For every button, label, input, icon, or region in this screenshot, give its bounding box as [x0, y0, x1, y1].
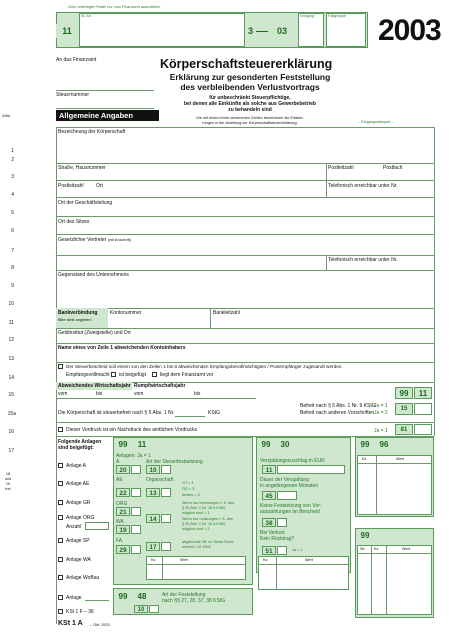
code-21: 21 — [116, 507, 130, 516]
row9-label: Gegenstand des Unternehmens — [58, 272, 129, 278]
rownum-3: 3 — [11, 174, 14, 180]
anlage-sp-label: Anlage SP — [66, 538, 90, 544]
anlage-kst1f-label: KSt 1 F – 36 — [66, 609, 94, 615]
rule-7 — [56, 234, 434, 235]
code-a-label: A — [116, 459, 120, 465]
note-1: Wenn nur Lieferungen i. S. des — [182, 501, 235, 505]
row11-blz-label: Bankleitzahl — [213, 310, 240, 316]
section-general: Allgemeine Angaben — [56, 110, 159, 121]
organschaft-label: Organschaft — [146, 477, 174, 483]
rule-14 — [56, 362, 434, 363]
row11-bank-label: Bankverbindung — [58, 310, 98, 316]
row7-label: Gesetzlicher Vertreter (mit Anschrift) — [58, 237, 131, 243]
rownum-11: 11 — [8, 320, 14, 326]
row15-bis-2: bis — [194, 391, 201, 397]
code-fa-label: FA — [116, 538, 123, 544]
row15-vom-2: vom — [134, 391, 144, 397]
anlage-org-label: Anlage ORG — [66, 515, 95, 521]
row6-label: Ort des Sitzes — [58, 219, 90, 225]
og-note: OG = 2 — [182, 487, 195, 491]
anlage-wobau-checkbox[interactable] — [58, 575, 63, 580]
dauer-label-2: in angefangenen Monaten — [260, 483, 319, 489]
row15a-label: Die Körperschaft ist steuerbefreit nach § 5 Abs. 1 Nr. — [58, 410, 175, 416]
title-note-3: zu behandeln sind — [228, 107, 272, 113]
finanzamt-line — [56, 90, 154, 91]
kz-wert-table-2-rule — [258, 564, 349, 565]
rule-9 — [56, 270, 434, 271]
code-13: 13 — [146, 488, 160, 497]
code-48-10-value[interactable] — [149, 605, 159, 613]
kz-label-3: Kz — [362, 457, 367, 461]
code-21-value[interactable] — [131, 507, 141, 516]
row15-befreit-2: Befreit nach anderen Vorschriften — [300, 410, 375, 416]
anlagen-title-2: sind beigefügt: — [58, 445, 94, 451]
form-subtitle-2: des verbleibenden Verlustvortrags — [180, 82, 320, 92]
block-99-96-c1: 99 — [357, 439, 373, 451]
row14-beigefuegt-label: ist beigefügt — [119, 372, 146, 378]
feststellung-1: Art der Feststellung — [162, 592, 206, 598]
code-17: 17 — [146, 542, 160, 551]
wert-label-3: Wert — [396, 457, 404, 461]
rule-3 — [56, 163, 434, 164]
code-45-value[interactable] — [277, 491, 297, 500]
row11-bank-note: Bitte stets angeben! — [58, 318, 92, 322]
row16-label: Dieser Vordruck ist ein Nachdruck des amtlichen Vordrucks — [66, 427, 198, 433]
row14-vorliegend-checkbox[interactable] — [152, 372, 157, 377]
row4-ort-label: Ort — [96, 183, 103, 189]
row12-label: Geldinstitut (Zweigstelle) und Ort — [58, 330, 131, 336]
code-ae-label: AE — [116, 477, 123, 483]
form-year: 2003 — [378, 14, 441, 47]
code-separator — [256, 31, 268, 32]
row16-code-81: 81 — [395, 424, 413, 435]
col-split-3 — [326, 163, 327, 197]
code-13-value[interactable] — [161, 488, 171, 497]
anlage-wa-label: Anlage WA — [66, 557, 91, 563]
row15-code-99: 99 — [395, 387, 413, 399]
feststellung-2: nach §§ 27, 28, 37, 38 KStG — [162, 598, 226, 604]
row3-postfach-label: Postfach — [383, 165, 403, 171]
rule-5 — [56, 197, 434, 198]
sidenote-frei: frei — [5, 487, 11, 491]
rownum-17: 17 — [8, 448, 14, 454]
vorausz-label-2: auszahlungen im Bescheid — [260, 509, 320, 515]
rownum-15a: 15a — [7, 411, 16, 417]
art-label: Art der Steuerfestsetzung — [146, 459, 203, 465]
wert-label-4: Wert — [402, 547, 410, 551]
row14-beigefuegt-checkbox[interactable] — [111, 372, 116, 377]
anlage-org-anzahl: Anzahl — [66, 524, 82, 530]
kz-wert-table-1[interactable] — [146, 556, 246, 580]
row15-befreit-1: Befreit nach § 5 Abs. 1 Nr. 9 KStG — [300, 403, 376, 409]
anlage-kst1f-checkbox[interactable] — [58, 609, 63, 614]
wert-label-1: Wert — [180, 558, 188, 562]
row14-label: Der Steuerbescheid soll einem von den Zeilen 1 bis 8 abweichenden Empfangsbevollmächtigten / Postempfänger zugesandt werden. — [66, 364, 343, 369]
rule-15a — [56, 398, 256, 399]
note-5: § 20 Abs. 1 Nr. 10 a KStG — [182, 522, 226, 526]
block-99-30-c2: 30 — [277, 439, 293, 451]
steuernummer-label: Steuernummer — [56, 92, 90, 98]
code-20: 20 — [116, 465, 130, 474]
kz-wert-table-4-rule — [357, 553, 432, 554]
kz-wert-table-2[interactable] — [258, 556, 349, 590]
rownum-13: 13 — [8, 356, 14, 362]
block-99-11-c1: 99 — [115, 439, 131, 451]
kz-label-1: Kz — [151, 558, 156, 562]
note-6: möglich sind = 2 — [182, 527, 210, 531]
col-split-11 — [210, 308, 211, 328]
row15-bis-1: bis — [96, 391, 103, 397]
rownum-5: 5 — [11, 210, 14, 216]
verlust-label: Bei Verlust: — [260, 530, 286, 536]
code-org-label: ORG — [116, 501, 128, 507]
anlage-wa-checkbox[interactable] — [58, 557, 63, 562]
rownum-14: 14 — [8, 375, 14, 381]
code-38: 38 — [262, 518, 276, 527]
anlage-org-checkbox[interactable] — [58, 515, 63, 520]
rule-6 — [56, 216, 434, 217]
row16-checkbox[interactable] — [58, 427, 63, 432]
kz-wert-table-4[interactable] — [357, 545, 432, 615]
rownum-9: 9 — [11, 283, 14, 289]
rownum-16: 16 — [8, 429, 14, 435]
anlagen-ja: Anlagen: Ja = 1 — [116, 453, 151, 459]
rule-16 — [56, 422, 434, 423]
block-99-30-c1: 99 — [258, 439, 274, 451]
rule-8 — [56, 255, 434, 256]
rule-4 — [56, 180, 434, 181]
anlage-a-checkbox[interactable] — [58, 463, 63, 468]
row1-label: Bezeichnung der Körperschaft — [58, 129, 126, 135]
block-99-sb-c1: 99 — [357, 530, 373, 542]
anlage-other-line — [85, 600, 109, 601]
kz-wert-table-4-split-2 — [386, 545, 387, 615]
sidenote-19: 19 — [5, 482, 11, 486]
left-rule — [56, 127, 57, 624]
vorgang-label: Vorgang — [300, 14, 315, 18]
code-51-value[interactable] — [277, 546, 287, 555]
rownum-10: 10 — [8, 301, 14, 307]
row15-wj-label: Abweichendes Wirtschaftsjahr — [58, 383, 131, 389]
code-19-value[interactable] — [131, 525, 141, 534]
anlage-ae-checkbox[interactable] — [58, 481, 63, 486]
rownum-6: 6 — [11, 228, 14, 234]
block-99-11-c2: 11 — [134, 439, 150, 451]
anlage-ae-label: Anlage AE — [66, 481, 90, 487]
kz-label-2: Kz — [263, 558, 268, 562]
code-wa-label: WA — [116, 519, 124, 525]
rownum-1: 1 — [11, 148, 14, 154]
anlage-other-label: Anlage — [66, 595, 82, 601]
code-20-value[interactable] — [131, 465, 141, 474]
row3-street-label: Straße, Hausnummer — [58, 165, 106, 171]
form-title: Körperschaftsteuererklärung — [160, 57, 333, 71]
kz-wert-table-1-rule — [146, 564, 246, 565]
rownum-4: 4 — [11, 192, 14, 198]
rownum-15: 15 — [8, 392, 14, 398]
kz-label-4: Kz — [374, 547, 379, 551]
code-38-value[interactable] — [277, 518, 287, 527]
code-48-10: 10 — [134, 605, 148, 613]
row15-befreit-value[interactable] — [414, 403, 432, 415]
row13-label: Name eines von Zeile 1 abweichenden Kontoinhabers — [58, 345, 186, 351]
anlage-org-count[interactable] — [85, 522, 109, 530]
ruecktrag-ja: Ja = 1 — [292, 548, 303, 552]
title-note-2: bei denen alle Einkünfte als solche aus Gewerbebetrieb — [184, 101, 316, 107]
block-99-48-c2: 48 — [134, 591, 150, 603]
title-hint-1: Die mit einem Kreis versehenen Zahlen bezeichnen die Erläute- — [196, 116, 304, 120]
rule-1 — [56, 127, 434, 128]
row15-ja2: Ja = 2 — [374, 410, 388, 416]
note-7: abgekürzte Vfl. im Sinne Rech- — [182, 540, 235, 544]
code-51: 51 — [262, 546, 276, 555]
code-10-value[interactable] — [161, 465, 171, 474]
eingangsstempel-label: – Eingangsstempel – — [358, 120, 394, 124]
form-id: KSt 1 A — [58, 620, 83, 627]
code-22: 22 — [116, 488, 130, 497]
ot-note: OT = 1 — [182, 481, 194, 485]
anlage-wobau-label: Anlage WoBau — [66, 575, 100, 581]
rownum-8: 8 — [11, 265, 14, 271]
code-10: 10 — [146, 465, 160, 474]
anlage-gr-label: Anlage GR — [66, 500, 91, 506]
row15-rumpf-label: Rumpfwirtschaftsjahr — [134, 383, 186, 389]
code-14-value[interactable] — [161, 514, 171, 523]
st-nr-field[interactable] — [79, 13, 245, 47]
zeile-label: Zeile — [2, 114, 11, 118]
vorausz-label-1: Keine Festsetzung von Vor- — [260, 503, 322, 509]
code-3: 3 — [248, 26, 254, 36]
row15-code-11: 11 — [414, 387, 432, 399]
row4-phone-label: Telefonisch erreichbar unter Nr. — [328, 183, 398, 189]
ruecktrag-label: Kein Rücktrag? — [260, 536, 295, 542]
code-30-11-value[interactable] — [277, 465, 345, 474]
code-17-value[interactable] — [161, 542, 171, 551]
kz-wert-table-1-split — [162, 556, 163, 580]
row15-code-15: 15 — [395, 403, 413, 415]
code-29: 29 — [116, 545, 130, 554]
note-8: sinne/V. VZ 2003 — [182, 545, 211, 549]
sidenote-18: 18 — [5, 472, 11, 476]
kz-wert-table-3-split — [376, 455, 377, 515]
block-99-48-c1: 99 — [115, 591, 131, 603]
anlage-gr-checkbox[interactable] — [58, 500, 63, 505]
row15a-kstg: KStG — [208, 410, 220, 416]
code-14: 14 — [146, 514, 160, 523]
wert-label-2: Wert — [305, 558, 313, 562]
fallgruppe-label: Fallgruppe — [328, 14, 346, 18]
row14-vorliegend-label: liegt dem Finanzamt vor — [160, 372, 214, 378]
block-99-96-c2: 96 — [376, 439, 392, 451]
code-03: 03 — [277, 26, 288, 36]
anlage-other-checkbox[interactable] — [58, 595, 63, 600]
form-subtitle-1: Erklärung zur gesonderten Feststellung — [169, 72, 331, 82]
rownum-12: 12 — [8, 337, 14, 343]
anlagen-title-1: Folgende Anlagen — [58, 439, 102, 445]
note-3: möglich sind = 1 — [182, 511, 210, 515]
row15-vom-1: vom — [58, 391, 68, 397]
row5-label: Ort der Geschäftsleitung — [58, 200, 113, 206]
dauer-label-1: Dauer der Verspätung — [260, 477, 309, 483]
kz-wert-table-2-split — [276, 556, 277, 590]
finanzamt-label: An das Finanzamt — [56, 57, 97, 63]
row11-konto-label: Kontonummer — [110, 310, 142, 316]
right-rule — [434, 127, 435, 436]
row14-vollmacht-label: Empfangsvollmacht — [66, 372, 110, 378]
row15-ja1: Ja = 1 — [374, 403, 388, 409]
col-split-8 — [326, 255, 327, 270]
code-19: 19 — [116, 525, 130, 534]
row16-ja: Ja = 1 — [374, 428, 388, 434]
row16-value[interactable] — [414, 424, 432, 435]
sidenote-und: und — [4, 477, 12, 481]
steuernummer-line — [56, 108, 154, 109]
code-45: 45 — [262, 491, 276, 500]
kz-wert-table-3[interactable] — [357, 455, 432, 515]
code-29-value[interactable] — [131, 545, 141, 554]
row3-plz-label: Postleitzahl — [328, 165, 354, 171]
title-hint-2: rungen in der Anleitung zur Körperschaftsteuererklärung. — [202, 121, 298, 125]
beides-note: beides = 3 — [182, 493, 200, 497]
form-date: – Okt. 2003 — [90, 623, 110, 627]
kz-wert-table-4-split-1 — [371, 545, 372, 615]
rule-12 — [56, 328, 434, 329]
rule-11 — [56, 308, 434, 309]
verspaetung-label: Verspätungszuschlag in EUR — [260, 458, 325, 464]
code-11: 11 — [56, 24, 78, 38]
row15a-line — [175, 416, 205, 417]
code-30-11: 11 — [262, 465, 276, 474]
row14-checkbox[interactable] — [58, 364, 63, 369]
row8-phone-label: Telefonisch erreichbar unter Nr. — [328, 257, 398, 263]
rownum-2: 2 — [11, 157, 14, 163]
rownum-7: 7 — [11, 248, 14, 254]
title-note-1: für unbeschränkt Steuerpflichtige, — [209, 95, 291, 101]
rule-13 — [56, 343, 434, 344]
code-22-value[interactable] — [131, 488, 141, 497]
sb-label: Sb — [360, 547, 365, 551]
row4-plz-label: Postleitzahl — [58, 183, 84, 189]
top-note: Grün unterlegte Felder nur vom Finanzamt auszufüllen. — [68, 5, 162, 9]
anlage-a-label: Anlage A — [66, 463, 87, 469]
kz-wert-table-3-rule — [357, 463, 432, 464]
st-nr-label: St.-Nr. — [81, 14, 92, 18]
note-2: § 20 Abs. 1 Nr. 10 b KStG — [182, 506, 226, 510]
note-4: Wenn nur Leistungen i. S. des — [182, 517, 233, 521]
anlage-sp-checkbox[interactable] — [58, 538, 63, 543]
